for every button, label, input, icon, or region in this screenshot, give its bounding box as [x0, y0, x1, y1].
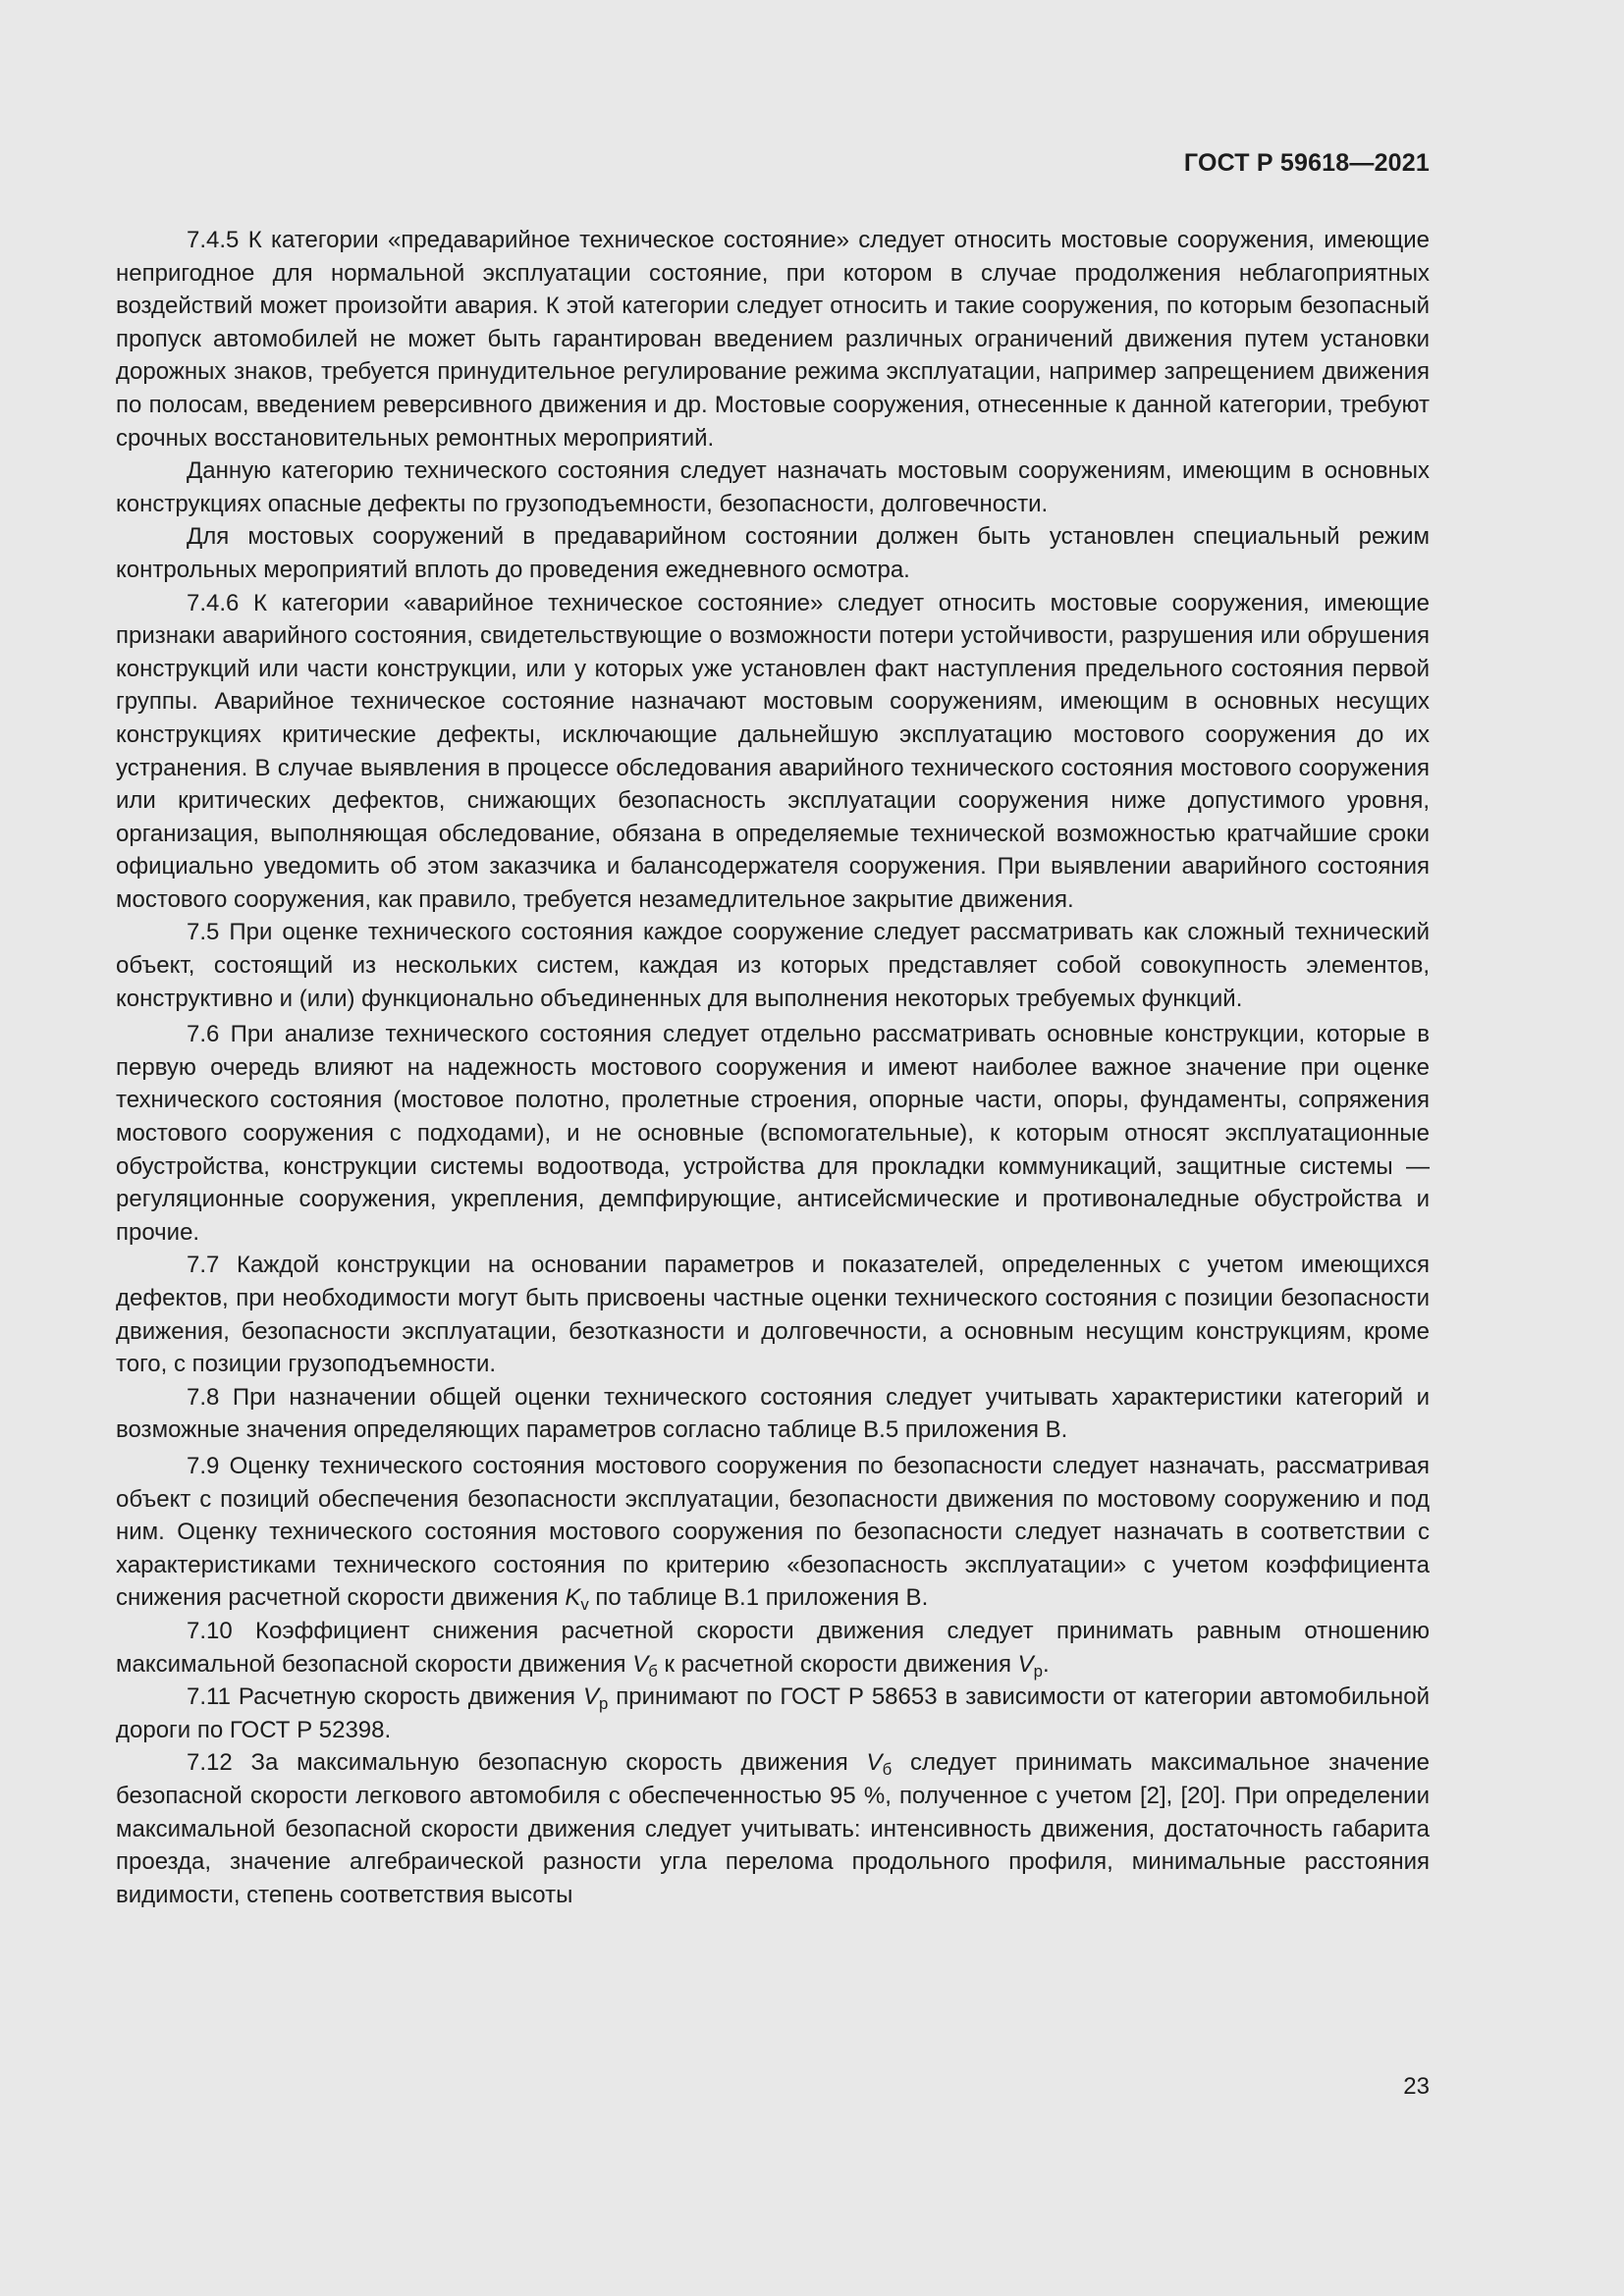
safe-speed-subscript: б — [882, 1760, 893, 1780]
paragraph-7-4-5: 7.4.5 К категории «предаварийное техническое состояние» следует относить мостовые сооружения, имеющие непригодное для нормальной эксплуатации состояние, при котором в случае продолжения неблагоприятных воздействий может произойти авария. К этой категории следует относить и такие сооружения, по которым безопасный пропуск автомобилей не может быть гарантирован введением различных ограничений движения путем установки дорожных знаков, требуется принудительное регулирование режима эксплуатации, например запрещением движения по полосам, введением реверсивного движения и др. Мостовые сооружения, отнесенные к данной категории, требуют срочных восстановительных ремонтных мероприятий. — [116, 227, 1430, 452]
design-speed-symbol: V — [582, 1683, 599, 1711]
paragraph-7-11-text-b: принимают по ГОСТ Р 58653 в зависимости от категории автомобильной дороги по ГОСТ Р 52398. — [116, 1683, 1430, 1743]
paragraph-7-10-text-c: . — [1042, 1650, 1050, 1678]
paragraph-7-4-5-assignment: Данную категорию технического состояния следует назначать мостовым сооружениям, имеющим в основных конструкциях опасные дефекты по грузоподъемности, безопасности, долговечности. — [116, 457, 1430, 517]
paragraph-7-9-text-b: по таблице В.1 приложения В. — [588, 1584, 929, 1612]
paragraph-7-7: 7.7 Каждой конструкции на основании параметров и показателей, определенных с учетом имеющихся дефектов, при необходимости могут быть присвоены частные оценки технического состояния с позиции безопасности движения, безопасности эксплуатации, безотказности и долговечности, а основным несущим конструкциям, кроме того, с позиции грузоподъемности. — [116, 1252, 1430, 1378]
paragraph-7-10-text-a: 7.10 Коэффициент снижения расчетной скорости движения следует принимать равным отношению максимальной безопасной скорости движения — [116, 1617, 1430, 1678]
paragraph-7-4-6: 7.4.6 К категории «аварийное техническое состояние» следует относить мостовые сооружения, имеющие признаки аварийного состояния, свидетельствующие о возможности потери устойчивости, разрушения или обрушения конструкций или части конструкции, или у которых уже установлен факт наступления предельного состояния первой группы. Аварийное техническое состояние назначают мостовым сооружениям, имеющим в основных несущих конструкциях критические дефекты, исключающие дальнейшую эксплуатацию мостового сооружения до их устранения. В случае выявления в процессе обследования аварийного технического состояния мостового сооружения или критических дефектов, снижающих безопасность эксплуатации сооружения ниже допустимого уровня, организация, выполняющая обследование, обязана в определяемые технической возможностью кратчайшие сроки официально уведомить об этом заказчика и балансодержателя сооружения. При выявлении аварийного состояния мостового сооружения, как правило, требуется незамедлительное закрытие движения. — [116, 589, 1430, 913]
document-code: ГОСТ Р 59618—2021 — [1183, 149, 1430, 177]
design-speed-symbol: V — [1017, 1650, 1034, 1678]
paragraph-7-12 — [116, 1746, 1430, 1911]
paragraph-7-12-text-b: следует принимать максимальное значение безопасной скорости легкового автомобиля с обеспеченностью 95 %, полученное с учетом [2], [20]. При определении максимальной безопасной скорости движения следует учитывать: интенсивность движения, достаточность габарита проезда, значение алгебраической разности угла перелома продольного профиля, минимальные расстояния видимости, степень соответствия высоты — [116, 1749, 1431, 1908]
paragraph-7-8: 7.8 При назначении общей оценки технического состояния следует учитывать характеристики категорий и возможные значения определяющих параметров согласно таблице В.5 приложения В. — [116, 1383, 1430, 1444]
paragraph-7-11 — [116, 1681, 1430, 1746]
safe-speed-symbol: V — [632, 1650, 649, 1678]
paragraph-7-9 — [116, 1450, 1430, 1615]
paragraph-7-6: 7.6 При анализе технического состояния следует отдельно рассматривать основные конструкции, которые в первую очередь влияют на надежность мостового сооружения и имеют наиболее важное значение при оценке технического состояния (мостовое полотно, пролетные строения, опорные части, опоры, фундаменты, сопряжения мостового сооружения с подходами), и не основные (вспомогательные), к которым относят эксплуатационные обустройства, конструкции системы водоотвода, устройства для прокладки коммуникаций, защитные системы — регуляционные сооружения, укрепления, демпфирующие, антисейсмические и противоналедные обустройства и прочие. — [116, 1021, 1430, 1246]
safe-speed-subscript: б — [648, 1661, 658, 1681]
coefficient-subscript: v — [580, 1595, 589, 1615]
paragraph-7-9-text-a: 7.9 Оценку технического состояния мостового сооружения по безопасности следует назначать, рассматривая объект с позиций обеспечения безопасности эксплуатации, безопасности движения по мостовому сооружению и под ним. Оценку технического состояния мостового сооружения по безопасности следует назначать в соответствии с характеристиками технического состояния по критерию «безопасность эксплуатации» с учетом коэффициента снижения расчетной скорости движения — [116, 1452, 1430, 1612]
design-speed-subscript: р — [1033, 1661, 1043, 1681]
paragraph-7-10 — [116, 1615, 1430, 1681]
paragraph-7-12-text-a: 7.12 За максимальную безопасную скорость движения — [187, 1749, 867, 1777]
paragraph-7-4-5-monitoring: Для мостовых сооружений в предаварийном состоянии должен быть установлен специальный режим контрольных мероприятий вплоть до проведения ежедневного осмотра. — [116, 523, 1430, 583]
safe-speed-symbol: V — [866, 1749, 883, 1777]
coefficient-symbol: K — [565, 1584, 581, 1612]
document-body — [116, 224, 1430, 1911]
paragraph-7-5: 7.5 При оценке технического состояния каждое сооружение следует рассматривать как сложный технический объект, состоящий из нескольких систем, каждая из которых представляет собой совокупность элементов, конструктивно и (или) функционально объединенных для выполнения некоторых требуемых функций. — [116, 919, 1430, 1012]
paragraph-7-11-text-a: 7.11 Расчетную скорость движения — [187, 1683, 583, 1711]
design-speed-subscript: р — [598, 1694, 609, 1714]
paragraph-7-10-text-b: к расчетной скорости движения — [657, 1650, 1018, 1678]
page-number: 23 — [1403, 2073, 1430, 2100]
